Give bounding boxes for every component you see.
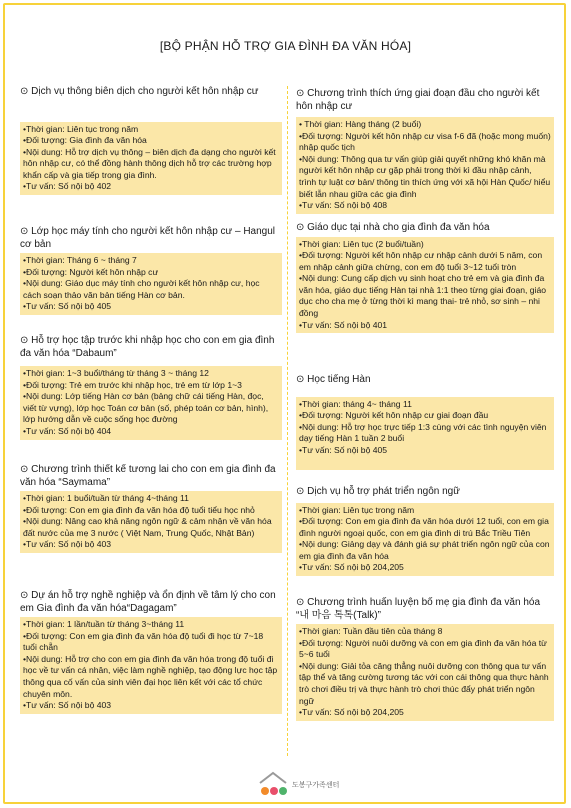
section-title: ⊙ Hỗ trợ học tập trước khi nhập học cho con em gia đình đa văn hóa “Dabaum”: [20, 335, 275, 359]
page-title: [BỘ PHẬN HỖ TRỢ GIA ĐÌNH ĐA VĂN HÓA]: [159, 39, 412, 53]
contact-line: •Tư vấn: Số nội bộ 405: [23, 301, 112, 312]
target-line: •Đối tượng: Trẻ em trước khi nhập học, trẻ em từ lớp 1~3: [23, 379, 242, 390]
target-line: •Đối tượng: Người kết hôn nhập cư nhập cảnh dưới 5 năm, con em nhập cảnh giữa chừng, con em độ tuổi 3~12 tuổi tròn: [299, 250, 543, 272]
section-title: ⊙ Chương trình huấn luyện bố mẹ gia đình đa văn hóa “내 마음 톡톡(Talk)”: [296, 597, 541, 621]
time-line: •Thời gian: Liên tục trong năm: [23, 123, 139, 134]
section-interpretation: [20, 86, 282, 195]
family-center-logo-icon: [256, 769, 290, 801]
section-saymama: [20, 464, 282, 553]
contact-line: •Tư vấn: Số nội bộ 403: [23, 700, 112, 711]
section-title: ⊙ Chương trình thích ứng giai đoạn đầu cho người kết hôn nhập cư: [296, 88, 540, 112]
section-title: ⊙ Lớp học máy tính cho người kết hôn nhập cư – Hangul cơ bản: [20, 226, 276, 250]
content-line: •Nội dung: Thông qua tư vấn giúp giải quyết những khó khăn mà người kết hôn nhập cư gặp phải trong thời kì đầu nhập cảnh, trình tự luật cơ bản/ thông tin thích ứng với xã hội Hàn Quốc/ hiểu biết lẫn nhau giữa các gia đình: [299, 153, 551, 199]
contact-line: •Tư vấn: Số nội bộ 405: [299, 444, 388, 455]
contact-line: •Tư vấn: Số nội bộ 204,205: [299, 707, 404, 718]
time-line: • Thời gian: Hàng tháng (2 buổi): [299, 119, 422, 129]
content-line: •Nội dung: Giảng dạy và đánh giá sự phát triển ngôn ngữ của con em gia đình đa văn hóa: [299, 539, 550, 561]
target-line: •Đối tượng: Gia đình đa văn hóa: [23, 135, 147, 146]
time-line: •Thời gian: 1 buổi/tuần từ tháng 4~tháng 11: [23, 493, 189, 503]
center-logo: [256, 769, 416, 801]
content-line: •Nội dung: Cung cấp dịch vụ sinh hoạt cho trẻ em và gia đình đa văn hóa, giáo dục tiếng Hàn tại nhà 1:1 theo từng giai đoạn, giáo dục cho cha mẹ ở từng thời kì mang thai- trẻ nhỏ, sơ sinh – nhi đồng: [299, 273, 547, 319]
time-line: •Thời gian: 1 lần/tuần từ tháng 3~tháng 11: [23, 619, 185, 629]
contact-line: •Tư vấn: Số nội bộ 404: [23, 425, 112, 436]
content-line: •Nội dung: Lớp tiếng Hàn cơ bản (bảng chữ cái tiếng Hàn, đọc, viết từ vựng), lớp học Toán cơ bản (số, phép toán cơ bản, hình), lớp hướng dẫn về cuộc sống học đường: [23, 391, 269, 425]
section-korean-class: [296, 374, 554, 470]
time-line: •Thời gian: 1~3 buổi/tháng từ tháng 3 ~ tháng 12: [23, 368, 209, 378]
target-line: •Đối tượng: Người kết hôn nhập cư giai đoạn đầu: [299, 410, 489, 421]
contact-line: •Tư vấn: Số nội bộ 403: [23, 539, 112, 550]
section-early-adaptation: [296, 88, 554, 214]
section-box: [296, 117, 554, 214]
target-line: •Đối tượng: Con em gia đình đa văn hóa độ tuổi đi học từ 7~18 tuổi chẵn: [23, 630, 264, 653]
section-title: ⊙ Chương trình thiết kế tương lai cho con em gia đình đa văn hóa “Saymama”: [20, 464, 276, 488]
target-line: •Đối tượng: Người kết hôn nhập cư visa f-6 đã (hoặc mong muốn) nhập quốc tịch: [299, 130, 551, 153]
section-dagagam: [20, 590, 282, 714]
section-computer-class: [20, 226, 282, 315]
section-box: [20, 122, 282, 196]
section-box: [20, 253, 282, 315]
section-box: [296, 397, 554, 471]
content-line: •Nội dung: Hỗ trợ dịch vụ thông – biên dịch đa dạng cho người kết hôn nhập cư, có thể đồng hành thông dịch hỗ trợ các trường hợp khẩn cấp và gia tiếp trong gia đình.: [23, 146, 276, 180]
contact-line: •Tư vấn: Số nội bộ 402: [23, 181, 112, 192]
content-line: •Nội dung: Giải tỏa căng thẳng nuôi dưỡng con thông qua tư vấn tập thể và tăng cường tương tác với con cái thông qua thực hành trò chơi điều trị và thực hành trò chơi thúc đẩy phát triển ngôn ngữ: [299, 660, 549, 706]
section-home-education: [296, 222, 554, 333]
section-language-development: [296, 486, 554, 576]
contact-line: •Tư vấn: Số nội bộ 401: [299, 319, 388, 330]
section-box: [20, 366, 282, 440]
target-line: •Đối tượng: Người kết hôn nhập cư: [23, 266, 159, 277]
column-divider: [287, 86, 288, 756]
time-line: •Thời gian: Liên tục (2 buổi/tuần): [299, 238, 424, 249]
section-title: ⊙ Dự án hỗ trợ nghề nghiệp và ổn định về tâm lý cho con em Gia đình đa văn hóa“Dagagam”: [20, 590, 276, 614]
center-name: 도봉구가족센터: [292, 782, 340, 789]
section-title: ⊙ Dịch vụ hỗ trợ phát triển ngôn ngữ: [296, 486, 460, 497]
content-line: •Nội dung: Hỗ trợ học trực tiếp 1:3 cùng với các tình nguyện viên dạy tiếng Hàn 1 tuần 2 buổi: [299, 421, 547, 444]
section-box: [296, 503, 554, 577]
contact-line: •Tư vấn: Số nội bộ 204,205: [299, 562, 404, 573]
section-title: ⊙ Học tiếng Hàn: [296, 374, 371, 385]
section-box: [20, 617, 282, 714]
content-line: •Nội dung: Giáo dục máy tính cho người kết hôn nhập cư, học cách soạn thảo văn bản tiếng Hàn cơ bản.: [23, 278, 260, 300]
section-parent-coaching: [296, 597, 554, 721]
content-line: •Nội dung: Nâng cao khả năng ngôn ngữ & cảm nhận về văn hóa đất nước của mẹ 3 nước ( Việt Nam, Trung Quốc, Nhật Bản): [23, 516, 272, 538]
time-line: •Thời gian: Tuần đầu tiên của tháng 8: [299, 626, 443, 636]
target-line: •Đối tượng: Con em gia đình đa văn hóa dưới 12 tuổi, con em gia đình người ngoại quốc, con em gia đình di trú Bắc Triều Tiên: [299, 516, 549, 538]
target-line: •Đối tượng: Người nuôi dưỡng và con em gia đình đa văn hóa từ 5~6 tuổi: [299, 637, 547, 660]
section-box: [20, 491, 282, 553]
time-line: •Thời gian: tháng 4~ tháng 11: [299, 398, 412, 409]
time-line: •Thời gian: Liên tục trong năm: [299, 504, 415, 515]
section-title: ⊙ Dịch vụ thông biên dịch cho người kết hôn nhập cư: [20, 86, 259, 97]
contact-line: •Tư vấn: Số nội bộ 408: [299, 200, 388, 211]
section-title: ⊙ Giáo dục tại nhà cho gia đình đa văn hóa: [296, 222, 490, 233]
section-dabaum: [20, 335, 282, 440]
content-line: •Nội dung: Hỗ trợ cho con em gia đình đa văn hóa trong độ tuổi đi học về tư vấn cá nhân, việc làm nghề nghiệp, tạo động lực học tập thông qua cố vấn của sinh viên đại học liên kết với các tổ chức chuyên môn.: [23, 653, 278, 699]
time-line: •Thời gian: Tháng 6 ~ tháng 7: [23, 255, 137, 265]
section-box: [296, 624, 554, 721]
target-line: •Đối tượng: Con em gia đình đa văn hóa độ tuổi tiểu học nhỏ: [23, 504, 255, 515]
section-box: [296, 237, 554, 334]
